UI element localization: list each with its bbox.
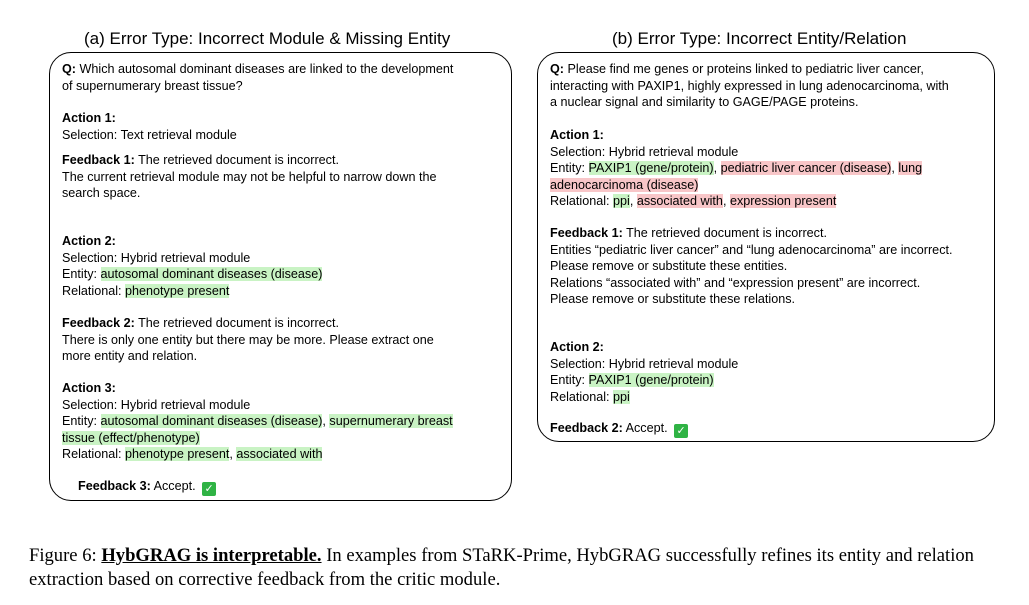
panel-b-feedback-1: [550, 225, 994, 308]
feedback-text: The retrieved document is incorrect.: [626, 226, 827, 240]
relation-correct: phenotype present: [125, 283, 230, 298]
panel-b-box: [537, 52, 995, 442]
relational-prefix: Relational:: [550, 194, 610, 208]
entity-prefix: Entity:: [550, 161, 585, 175]
check-mark-icon: ✓: [674, 424, 688, 438]
question-text-1: Please find me genes or proteins linked to pediatric liver cancer,: [567, 62, 924, 76]
entity-incorrect: pediatric liver cancer (disease): [720, 161, 892, 175]
separator: ,: [322, 414, 326, 428]
feedback-label: Feedback 1:: [62, 153, 135, 167]
question-text-2: interacting with PAXIP1, highly expressed in lung adenocarcinoma, with: [550, 78, 949, 93]
feedback-text: more entity and relation.: [62, 349, 198, 363]
feedback-text: Entities “pediatric liver cancer” and “lung adenocarcinoma” are incorrect.: [550, 242, 953, 257]
relation-correct: ppi: [613, 389, 630, 404]
check-mark-icon: ✓: [202, 482, 216, 496]
relation-correct: phenotype present: [125, 447, 230, 461]
relation-incorrect: associated with: [636, 194, 723, 208]
panel-a-feedback-2: [62, 315, 511, 365]
question-text-3: a nuclear signal and similarity to GAGE/PAGE proteins.: [550, 95, 859, 109]
feedback-label: Feedback 2:: [550, 421, 623, 435]
question-text-1: Which autosomal dominant diseases are linked to the development: [79, 62, 454, 76]
separator: ,: [713, 161, 718, 175]
caption-title: HybGRAG is interpretable.: [101, 545, 322, 566]
panel-a-feedback-3: [78, 478, 511, 496]
panel-b-title: (b) Error Type: Incorrect Entity/Relation: [612, 29, 907, 48]
action-label: Action 1:: [550, 128, 604, 142]
caption-text: In examples from STaRK-Prime, HybGRAG successfully refines its entity and relation extraction based on corrective feedback from the critic module.: [29, 545, 974, 590]
panel-a-title: (a) Error Type: Incorrect Module & Missing Entity: [84, 29, 451, 48]
feedback-text: Please remove or substitute these relations.: [550, 292, 796, 306]
feedback-label: Feedback 1:: [550, 226, 623, 240]
selection-text: Selection: Hybrid retrieval module: [550, 356, 739, 371]
action-label: Action 2:: [62, 234, 116, 248]
relational-prefix: Relational:: [62, 447, 122, 461]
relation-correct: associated with: [236, 447, 323, 461]
feedback-text: The retrieved document is incorrect.: [138, 316, 339, 330]
entity-incorrect: lung: [898, 161, 923, 175]
relational-prefix: Relational:: [550, 389, 610, 404]
panel-a-action-2: [62, 233, 511, 299]
feedback-text: There is only one entity but there may be more. Please extract one: [62, 332, 434, 347]
feedback-text: The current retrieval module may not be helpful to narrow down the: [62, 169, 437, 184]
panel-a-question: [62, 61, 511, 94]
figure-label: Figure 6:: [29, 545, 97, 566]
entity-correct: autosomal dominant diseases (disease): [100, 267, 323, 281]
entity-correct: supernumerary breast: [329, 414, 453, 428]
separator: ,: [629, 194, 634, 208]
action-label: Action 2:: [550, 340, 604, 354]
entity-incorrect: adenocarcinoma (disease): [550, 177, 699, 192]
panel-a-action-1: [62, 110, 511, 143]
relation-correct: ppi: [613, 194, 630, 208]
entity-prefix: Entity:: [62, 267, 97, 281]
action-label: Action 1:: [62, 111, 116, 125]
selection-text: Selection: Hybrid retrieval module: [62, 397, 251, 412]
separator: ,: [229, 447, 233, 461]
entity-correct: autosomal dominant diseases (disease): [100, 414, 323, 428]
panel-a-action-3: [62, 380, 511, 463]
selection-text: Selection: Text retrieval module: [62, 127, 237, 142]
feedback-label: Feedback 3:: [78, 479, 151, 493]
relational-prefix: Relational:: [62, 283, 122, 298]
selection-text: Selection: Hybrid retrieval module: [62, 250, 251, 265]
panel-b-action-2: [550, 339, 994, 405]
feedback-text: Please remove or substitute these entities.: [550, 259, 788, 273]
selection-text: Selection: Hybrid retrieval module: [550, 144, 739, 159]
q-label: Q:: [62, 62, 76, 76]
feedback-text: Accept.: [153, 479, 196, 493]
panel-b-action-1: [550, 127, 994, 210]
feedback-text: Accept.: [625, 421, 668, 435]
panel-b-feedback-2: [550, 420, 994, 438]
relation-incorrect: expression present: [729, 194, 837, 208]
entity-correct: PAXIP1 (gene/protein): [588, 161, 714, 175]
feedback-text: search space.: [62, 186, 141, 200]
feedback-text: The retrieved document is incorrect.: [138, 153, 339, 167]
feedback-text: Relations “associated with” and “expression present” are incorrect.: [550, 275, 921, 290]
entity-prefix: Entity:: [550, 373, 585, 387]
panel-a-feedback-1: [62, 152, 511, 202]
q-label: Q:: [550, 62, 564, 76]
separator: ,: [891, 161, 895, 175]
panel-a-box: [49, 52, 512, 501]
entity-prefix: Entity:: [62, 414, 97, 428]
entity-correct: PAXIP1 (gene/protein): [588, 373, 714, 387]
question-text-2: of supernumerary breast tissue?: [62, 78, 243, 93]
feedback-label: Feedback 2:: [62, 316, 135, 330]
figure-caption: [29, 544, 1019, 592]
action-label: Action 3:: [62, 381, 116, 395]
entity-correct: tissue (effect/phenotype): [62, 430, 200, 445]
panel-b-question: [550, 61, 994, 111]
separator: ,: [722, 194, 727, 208]
